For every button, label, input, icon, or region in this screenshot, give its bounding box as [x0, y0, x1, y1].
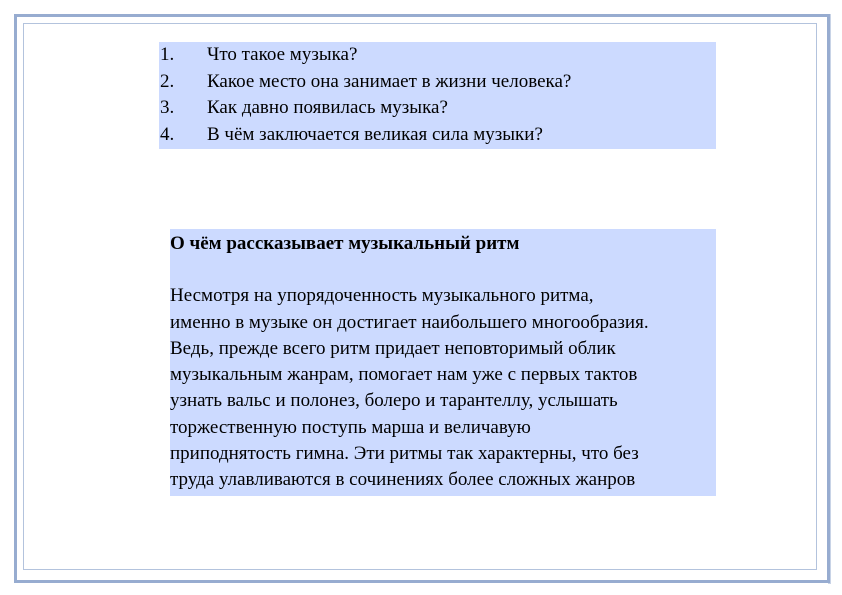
question-text: Что такое музыка? — [207, 44, 358, 65]
question-item — [159, 122, 716, 149]
article-line: Несмотря на упорядоченность музыкального ритма, — [170, 285, 594, 307]
question-text: В чём заключается великая сила музыки? — [207, 123, 543, 145]
question-number: 2. — [160, 70, 175, 92]
question-item — [159, 42, 716, 69]
questions-list — [159, 42, 716, 149]
article-line: Ведь, прежде всего ритм придает неповторимый облик — [170, 337, 616, 359]
question-text: Как давно появилась музыка? — [207, 97, 448, 118]
article-block — [170, 229, 716, 496]
question-item — [159, 95, 716, 122]
question-number: 1. — [160, 44, 175, 65]
article-line: именно в музыке он достигает наибольшего многообразия. — [170, 311, 649, 333]
question-text: Какое место она занимает в жизни человека? — [207, 70, 572, 92]
article-line: узнать вальс и полонез, болеро и тарантеллу, услышать — [170, 390, 618, 412]
article-line: приподнятость гимна. Эти ритмы так характерны, что без — [170, 443, 639, 465]
paragraph-spacer — [170, 257, 716, 283]
article-title: О чём рассказывает музыкальный ритм — [170, 233, 520, 254]
article-line: музыкальным жанрам, помогает нам уже с первых тактов — [170, 364, 638, 386]
article-line: труда улавливаются в сочинениях более сложных жанров — [170, 469, 636, 491]
question-item — [159, 69, 716, 96]
question-number: 3. — [160, 97, 175, 118]
article-line: торжественную поступь марша и величавую — [170, 416, 531, 438]
question-number: 4. — [160, 123, 175, 145]
